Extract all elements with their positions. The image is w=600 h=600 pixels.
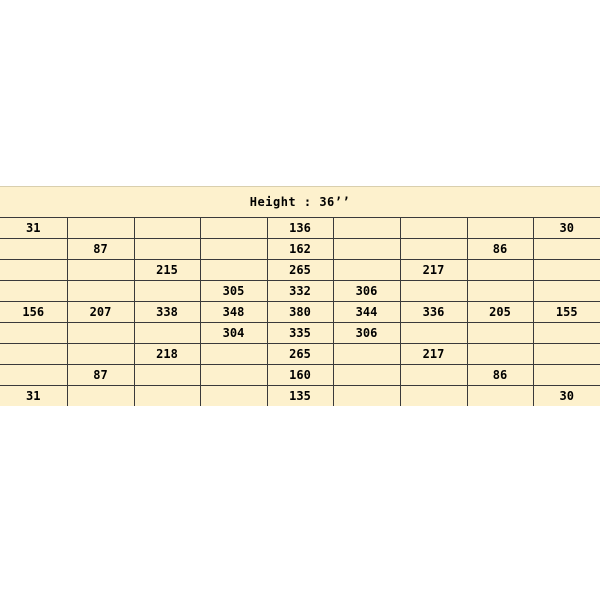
table-cell [467,281,533,302]
table-cell [0,239,67,260]
table-cell [533,281,600,302]
table-cell: 87 [67,239,134,260]
table-cell [467,260,533,281]
table-cell: 344 [333,302,400,323]
table-row [0,344,600,365]
table-cell: 156 [0,302,67,323]
table-cell [467,386,533,407]
table-row [0,386,600,407]
table-cell: 160 [267,365,333,386]
table-cell: 304 [200,323,267,344]
table-row [0,260,600,281]
table-cell [533,260,600,281]
table-cell: 86 [467,365,533,386]
table-cell [333,239,400,260]
table-cell [134,365,200,386]
table-cell [533,344,600,365]
table-cell [0,260,67,281]
table-cell [400,239,467,260]
table-row [0,323,600,344]
value-table [0,186,600,406]
table-cell [0,281,67,302]
table-cell: 30 [533,386,600,407]
table-row [0,365,600,386]
table-cell [67,323,134,344]
table-cell: 155 [533,302,600,323]
title-row [0,187,600,218]
table-cell [333,260,400,281]
table-cell: 30 [533,218,600,239]
table-cell [467,323,533,344]
table-cell: 338 [134,302,200,323]
table-cell [134,281,200,302]
table-cell [200,344,267,365]
table-cell: 217 [400,260,467,281]
table-cell [400,365,467,386]
table-cell [400,323,467,344]
table-cell [333,344,400,365]
table-cell: 31 [0,386,67,407]
table-cell: 162 [267,239,333,260]
table-cell: 135 [267,386,333,407]
table-cell: 136 [267,218,333,239]
table-cell [467,344,533,365]
table-cell [400,218,467,239]
table-cell [0,344,67,365]
table-cell [333,386,400,407]
table-cell: 380 [267,302,333,323]
table-cell [67,386,134,407]
table-cell: 217 [400,344,467,365]
table-cell [467,218,533,239]
table-cell: 335 [267,323,333,344]
table-cell: 306 [333,323,400,344]
table-cell [533,323,600,344]
table-cell [134,218,200,239]
table-cell: 336 [400,302,467,323]
grid-title: Height : 36’’ [0,187,600,218]
table-cell [67,218,134,239]
table-cell: 265 [267,344,333,365]
table-row [0,281,600,302]
table-cell [533,239,600,260]
table-row [0,218,600,239]
table-cell: 87 [67,365,134,386]
table-cell: 205 [467,302,533,323]
table-cell [333,218,400,239]
table-cell [67,260,134,281]
table-cell [134,323,200,344]
measurement-grid [0,186,600,406]
table-cell [200,365,267,386]
table-cell [200,386,267,407]
table-cell [333,365,400,386]
table-cell [533,365,600,386]
table-cell: 86 [467,239,533,260]
table-cell: 332 [267,281,333,302]
table-cell [200,260,267,281]
table-cell [200,239,267,260]
table-cell [134,386,200,407]
table-cell: 31 [0,218,67,239]
table-cell: 265 [267,260,333,281]
table-row [0,302,600,323]
table-row [0,239,600,260]
table-cell [0,365,67,386]
table-cell [200,218,267,239]
table-cell [134,239,200,260]
table-cell: 218 [134,344,200,365]
table-cell: 207 [67,302,134,323]
table-cell [400,386,467,407]
table-cell: 348 [200,302,267,323]
table-cell: 215 [134,260,200,281]
table-cell: 306 [333,281,400,302]
table-cell: 305 [200,281,267,302]
table-cell [0,323,67,344]
table-cell [400,281,467,302]
table-cell [67,344,134,365]
table-cell [67,281,134,302]
